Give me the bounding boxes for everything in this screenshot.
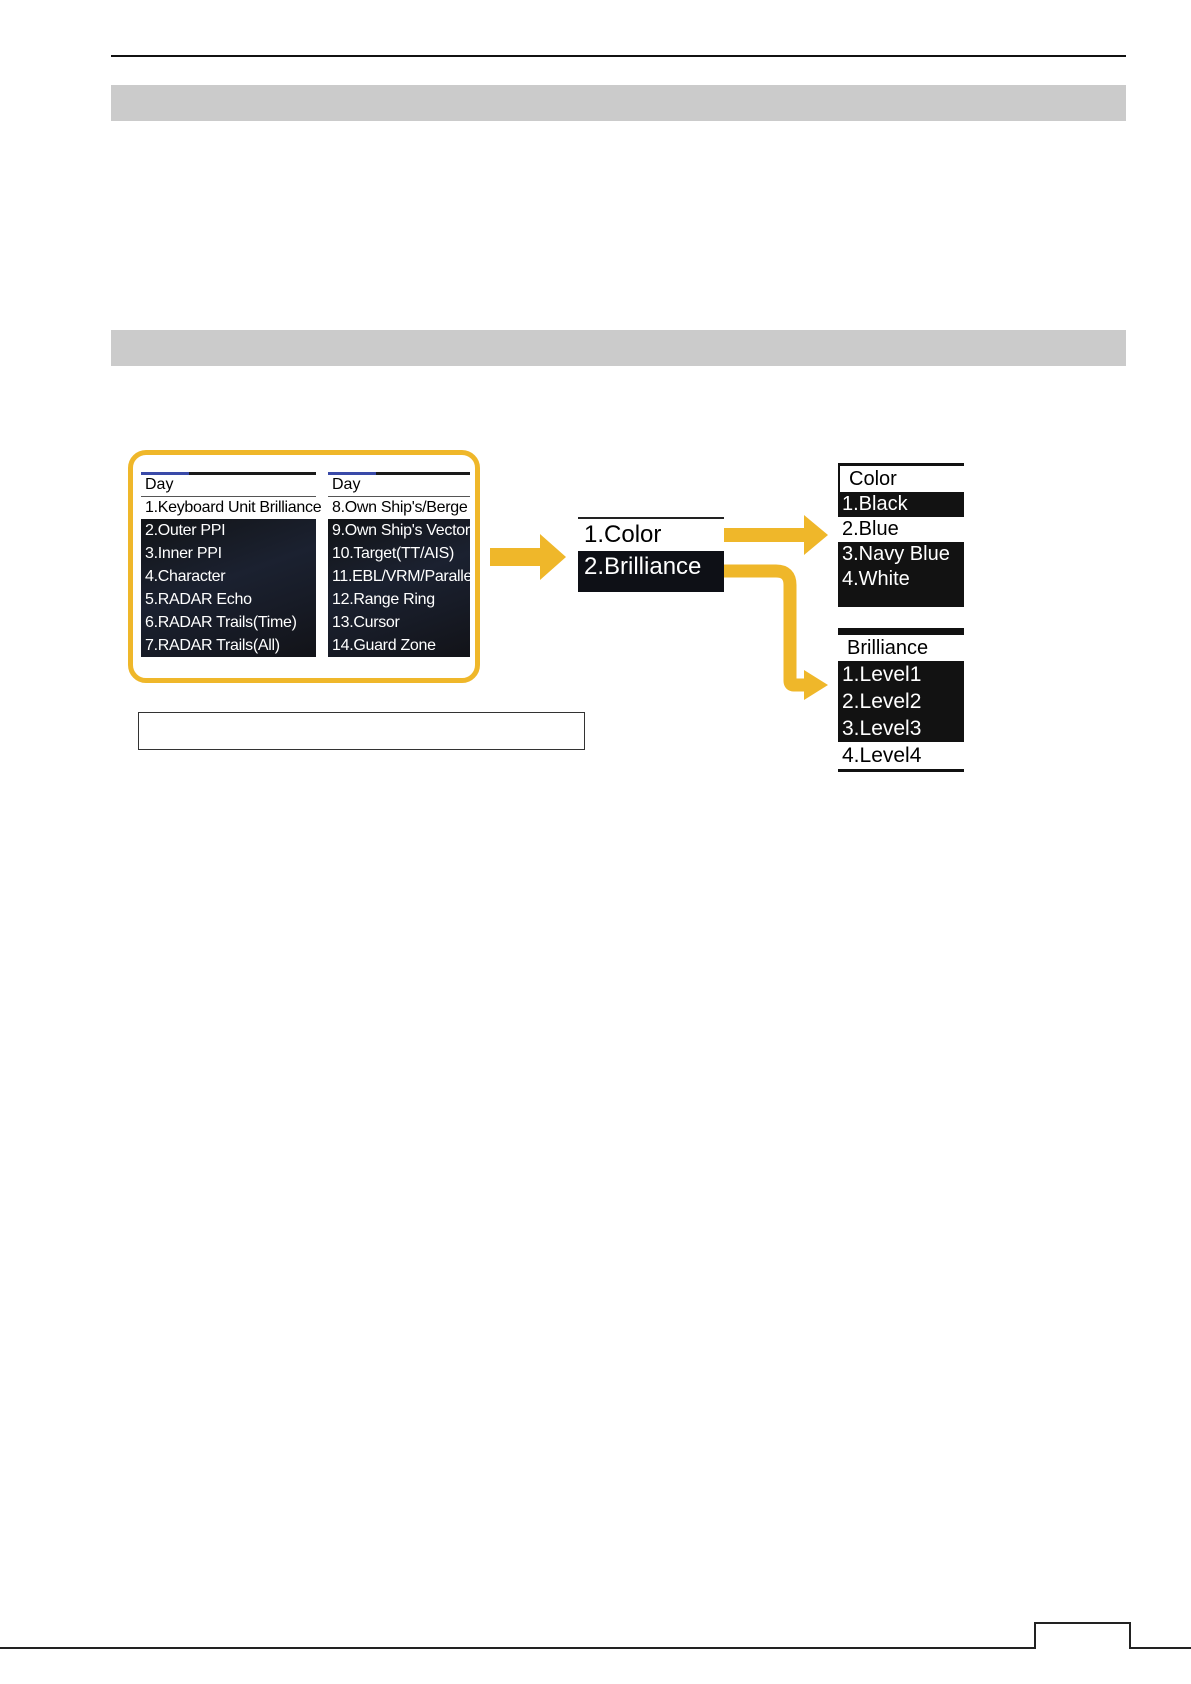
section-heading-bar-1 xyxy=(111,85,1126,121)
color-option-blue[interactable]: 2.Blue xyxy=(838,517,964,542)
footer-rule xyxy=(0,1647,1191,1649)
brilliance-menu-header: Brilliance xyxy=(838,635,964,661)
menu-item-own-ships-vector[interactable]: 9.Own Ship's Vector xyxy=(332,522,470,539)
arrow-to-color-icon xyxy=(724,515,828,555)
header-rule xyxy=(111,55,1126,57)
menu-header: Day xyxy=(141,475,316,497)
menu-header: Day xyxy=(328,475,470,497)
menu-item-range-ring[interactable]: 12.Range Ring xyxy=(332,591,435,608)
menu-panel-left xyxy=(141,472,322,657)
arrow-right-icon xyxy=(490,534,566,580)
page-number-tab xyxy=(1034,1622,1131,1649)
menu-item-cursor[interactable]: 13.Cursor xyxy=(332,614,400,631)
menu-accent xyxy=(141,472,189,475)
brilliance-option-level1[interactable]: 1.Level1 xyxy=(838,661,964,688)
menu-item-character[interactable]: 4.Character xyxy=(145,568,226,585)
menu-item-own-ships-berge[interactable]: 8.Own Ship's/Berge xyxy=(328,497,470,519)
brilliance-options-menu xyxy=(838,628,964,772)
menu-item-target[interactable]: 10.Target(TT/AIS) xyxy=(332,545,455,562)
menu-panel-right xyxy=(328,472,476,657)
branch-arrows xyxy=(724,505,838,705)
menu-item-ebl-vrm-parallel[interactable]: 11.EBL/VRM/Parallel xyxy=(332,568,476,585)
color-options-menu xyxy=(838,463,964,607)
brilliance-menu-top-line xyxy=(838,628,964,635)
color-option-navy-blue[interactable]: 3.Navy Blue xyxy=(838,542,964,567)
submenu-panel xyxy=(578,517,724,592)
color-option-white[interactable]: 4.White xyxy=(838,567,964,592)
submenu-item-brilliance[interactable]: 2.Brilliance xyxy=(578,551,724,584)
submenu-tail xyxy=(578,584,724,592)
menu-item-inner-ppi[interactable]: 3.Inner PPI xyxy=(145,545,222,562)
menu-top-line xyxy=(141,472,316,475)
color-menu-header: Color xyxy=(838,466,964,492)
arrow-to-brilliance-line xyxy=(724,571,806,685)
menu-item-list xyxy=(328,519,476,657)
color-menu-tail xyxy=(838,592,964,607)
menu-item-guard-zone[interactable]: 14.Guard Zone xyxy=(332,637,436,654)
menu-top-line xyxy=(328,472,470,475)
menu-accent xyxy=(328,472,376,475)
caption-box xyxy=(138,712,585,750)
menu-item-radar-trails-time[interactable]: 6.RADAR Trails(Time) xyxy=(145,614,297,631)
menu-item-outer-ppi[interactable]: 2.Outer PPI xyxy=(145,522,226,539)
menu-item-radar-echo[interactable]: 5.RADAR Echo xyxy=(145,591,252,608)
color-option-black[interactable]: 1.Black xyxy=(838,492,964,517)
section-heading-bar-2 xyxy=(111,330,1126,366)
arrow-to-brilliance-icon xyxy=(804,670,828,700)
brilliance-menu-bottom-line xyxy=(838,769,964,772)
menu-item-radar-trails-all[interactable]: 7.RADAR Trails(All) xyxy=(145,637,280,654)
menu-item-keyboard-unit-brilliance[interactable]: 1.Keyboard Unit Brilliance xyxy=(141,497,316,519)
submenu-item-color[interactable]: 1.Color xyxy=(578,519,724,551)
brilliance-option-level4[interactable]: 4.Level4 xyxy=(838,742,964,769)
menu-item-list xyxy=(141,519,316,657)
brilliance-option-level2[interactable]: 2.Level2 xyxy=(838,688,964,715)
brilliance-option-level3[interactable]: 3.Level3 xyxy=(838,715,964,742)
